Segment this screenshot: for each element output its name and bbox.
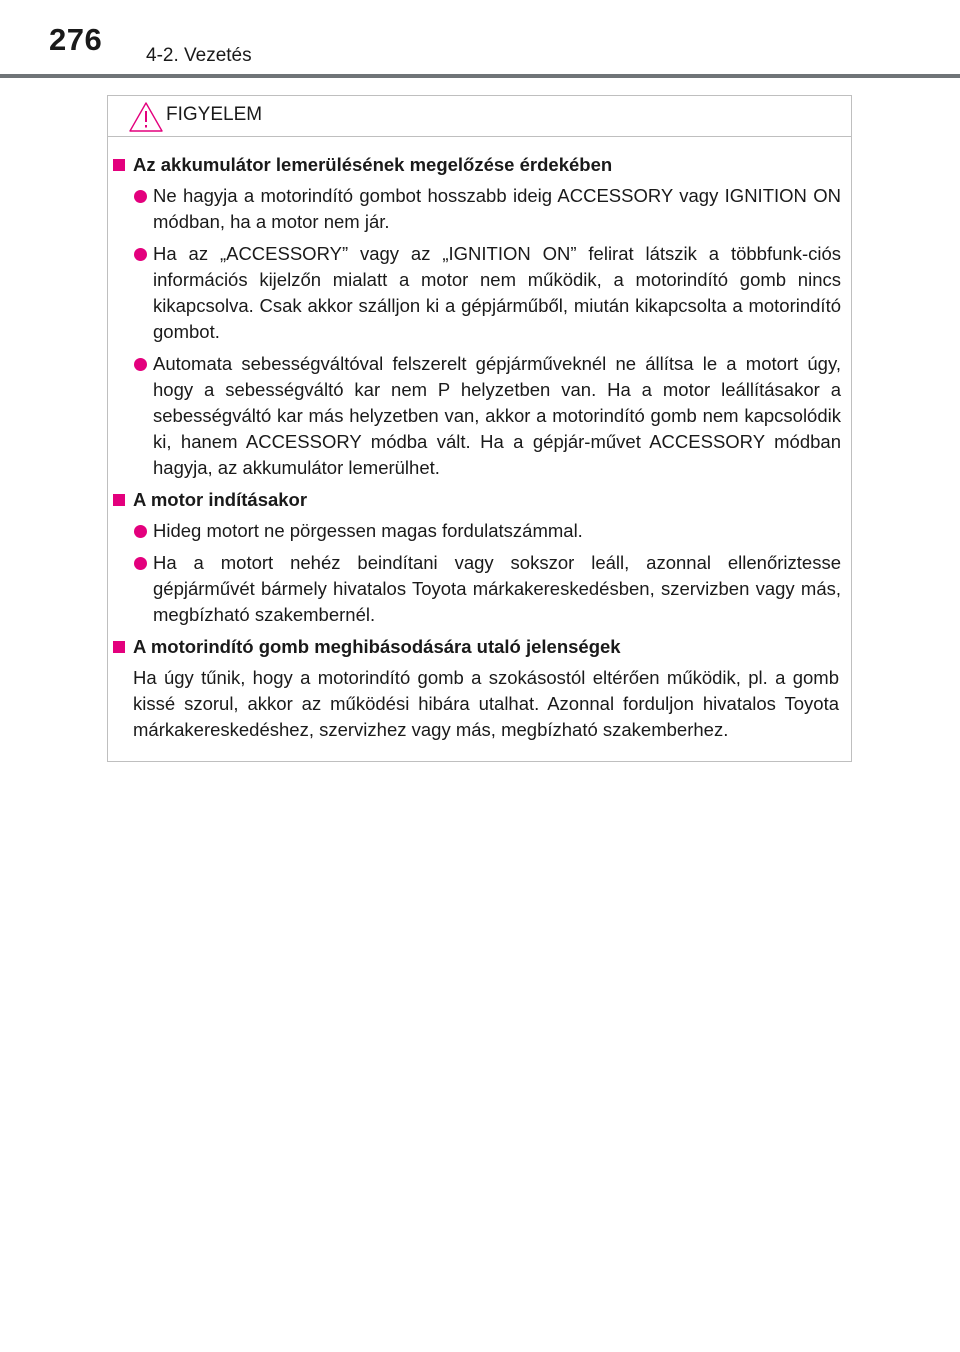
warning-box [107,95,852,762]
list-item [153,550,841,628]
warning-content [108,152,851,743]
warning-triangle-icon [128,101,164,133]
round-bullet-icon [134,525,147,538]
list-item-text: Ha az „ACCESSORY” vagy az „IGNITION ON” felirat látszik a többfunk-ciós információs kijelzőn mialatt a motor nem működik, a motorindító gomb nincs kikapcsolva. Csak akkor szálljon ki a gépjárműből, miután kikapcsolta a motorindító gombot. [153,243,841,342]
list-item-text: Ha a motort nehéz beindítani vagy sokszor leáll, azonnal ellenőriztesse gépjárművét bármely hivatalos Toyota márkakereskedésben, szervizben vagy más, megbízható szakembernél. [153,552,841,625]
list-item-text: Automata sebességváltóval felszerelt gépjárműveknél ne állítsa le a motort úgy, hogy a sebességváltó kar nem P helyzetben van. Ha a motor leállításakor a sebességváltó kar más helyzetben van, akkor a motorindító gomb nem kapcsolódik ki, hanem ACCESSORY módba vált. Ha a gépjár-művet ACCESSORY módban hagyja, az akkumulátor lemerülhet. [153,353,841,478]
section-heading-text: A motor indításakor [133,489,308,510]
square-bullet-icon [113,641,125,653]
square-bullet-icon [113,159,125,171]
page-header [0,0,960,80]
warning-header [108,96,851,137]
list-item [153,351,841,481]
section-heading-text: A motorindító gomb meghibásodására utaló jelenségek [133,636,621,657]
section-heading [108,487,851,513]
square-bullet-icon [113,494,125,506]
warning-title: FIGYELEM [166,104,263,125]
round-bullet-icon [134,557,147,570]
section-title: 4-2. Vezetés [146,45,252,66]
section-heading-text: Az akkumulátor lemerülésének megelőzése érdekében [133,154,613,175]
section-heading [108,152,851,178]
round-bullet-icon [134,358,147,371]
round-bullet-icon [134,248,147,261]
list-item-text: Hideg motort ne pörgessen magas fordulatszámmal. [153,520,583,541]
list-item [153,183,841,235]
list-item-text: Ne hagyja a motorindító gombot hosszabb ideig ACCESSORY vagy IGNITION ON módban, ha a motor nem jár. [153,185,841,232]
header-divider [0,74,960,78]
page-number: 276 [49,22,103,57]
list-item [153,518,841,544]
section-paragraph: Ha úgy tűnik, hogy a motorindító gomb a szokásostól eltérően működik, pl. a gomb kissé szorul, akkor az működési hibára utalhat. Azonnal forduljon hivatalos Toyota márkakereskedéshez, szervizhez vagy más, megbízható szakemberhez. [133,667,839,740]
section-heading [108,634,851,660]
list-item [153,241,841,345]
round-bullet-icon [134,190,147,203]
